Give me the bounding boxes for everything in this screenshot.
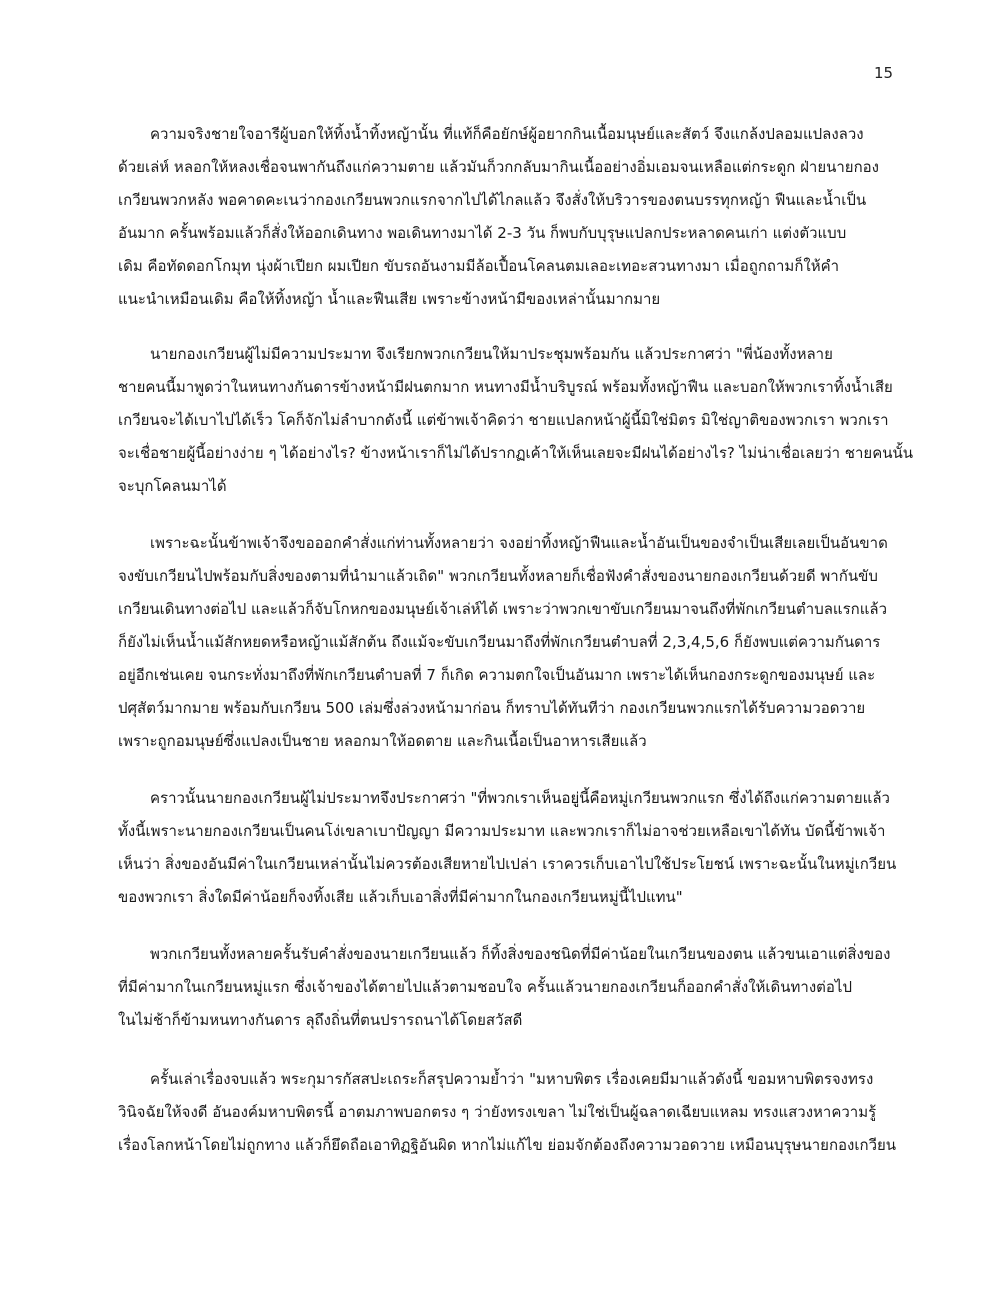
paragraph-line: แนะนำเหมือนเดิม คือให้ทิ้งหญ้า น้ำและฟืนเสีย เพราะข้างหน้ามีของเหล่านั้นมากมาย (118, 290, 661, 308)
paragraph-6 (118, 1063, 918, 1162)
paragraph-line: ที่มีค่ามากในเกวียนหมู่แรก ซึ่งเจ้าของได้ตายไปแล้วตามชอบใจ ครั้นแล้วนายกองเกวียนก็ออกคำสั่งให้เดินทางต่อไป (118, 978, 852, 996)
paragraph-line: อยู่อีกเช่นเคย จนกระทั่งมาถึงที่พักเกวียนตำบลที่ 7 ก็เกิด ความตกใจเป็นอันมาก เพราะได้เห็นกองกระดูกของมนุษย์ และ (118, 666, 876, 684)
paragraph-line: อันมาก ครั้นพร้อมแล้วก็สั่งให้ออกเดินทาง พอเดินทางมาได้ 2-3 วัน ก็พบกับบุรุษแปลกประหลาดคนเก่า แต่งตัวแบบ (118, 224, 847, 242)
paragraph-1 (118, 118, 918, 316)
paragraph-line: ของพวกเรา สิ่งใดมีค่าน้อยก็จงทิ้งเสีย แล้วเก็บเอาสิ่งที่มีค่ามากในกองเกวียนหมู่นี้ไปแทน" (118, 888, 683, 906)
paragraph-4 (118, 782, 918, 914)
paragraph-line: คราวนั้นนายกองเกวียนผู้ไม่ประมาทจึงประกาศว่า "ที่พวกเราเห็นอยู่นี้คือหมู่เกวียนพวกแรก ซึ่งได้ถึงแก่ความตายแล้ว (150, 789, 890, 807)
page-number: 15 (874, 64, 894, 82)
paragraph-line: ชายคนนี้มาพูดว่าในหนทางกันดารข้างหน้ามีฝนตกมาก หนทางมีน้ำบริบูรณ์ พร้อมทั้งหญ้าฟืน และบอกให้พวกเราทิ้งน้ำเสีย (118, 378, 893, 396)
paragraph-line: เพราะฉะนั้นข้าพเจ้าจึงขอออกคำสั่งแก่ท่านทั้งหลายว่า จงอย่าทิ้งหญ้าฟืนและน้ำอันเป็นของจำเป็นเสียเลยเป็นอันขาด (150, 534, 888, 552)
paragraph-5 (118, 938, 918, 1037)
paragraph-line: เรื่องโลกหน้าโดยไม่ถูกทาง แล้วก็ยึดถือเอาทิฏฐิอันผิด หากไม่แก้ไข ย่อมจักต้องถึงความวอดวาย เหมือนบุรุษนายกองเกวียน (118, 1136, 897, 1154)
paragraph-line: เกวียนเดินทางต่อไป และแล้วก็จับโกหกของมนุษย์เจ้าเล่ห์ได้ เพราะว่าพวกเขาขับเกวียนมาจนถึงที่พักเกวียนตำบลแรกแล้ว (118, 600, 888, 618)
paragraph-line: ในไม่ช้าก็ข้ามหนทางกันดาร ลุถึงถิ่นที่ตนปรารถนาได้โดยสวัสดี (118, 1011, 523, 1029)
paragraph-line: เพราะถูกอมนุษย์ซึ่งแปลงเป็นชาย หลอกมาให้อดตาย และกินเนื้อเป็นอาหารเสียแล้ว (118, 732, 647, 750)
paragraph-line: เกวียนพวกหลัง พอคาดคะเนว่ากองเกวียนพวกแรกจากไปได้ไกลแล้ว จึงสั่งให้บริวารของตนบรรทุกหญ้า ฟืนและน้ำเป็น (118, 191, 867, 209)
paragraph-line: ความจริงชายใจอารีผู้บอกให้ทิ้งน้ำทิ้งหญ้านั้น ที่แท้ก็คือยักษ์ผู้อยากกินเนื้อมนุษย์และสัตว์ จึงแกล้งปลอมแปลงลวง (150, 125, 864, 143)
paragraph-line: ก็ยังไม่เห็นน้ำแม้สักหยดหรือหญ้าแม้สักต้น ถึงแม้จะขับเกวียนมาถึงที่พักเกวียนตำบลที่ 2,3,4,5,6 ก็ยังพบแต่ความกันดาร (118, 633, 881, 651)
paragraph-line: นายกองเกวียนผู้ไม่มีความประมาท จึงเรียกพวกเกวียนให้มาประชุมพร้อมกัน แล้วประกาศว่า "พี่น้องทั้งหลาย (150, 345, 833, 363)
paragraph-line: เห็นว่า สิ่งของอันมีค่าในเกวียนเหล่านั้นไม่ควรต้องเสียหายไปเปล่า เราควรเก็บเอาไปใช้ประโยชน์ เพราะฉะนั้นในหมู่เกวียน (118, 855, 897, 873)
paragraph-line: ปศุสัตว์มากมาย พร้อมกับเกวียน 500 เล่มซึ่งล่วงหน้ามาก่อน ก็ทราบได้ทันทีว่า กองเกวียนพวกแรกได้รับความวอดวาย (118, 699, 866, 717)
paragraph-line: จงขับเกวียนไปพร้อมกับสิ่งของตามที่นำมาแล้วเถิด" พวกเกวียนทั้งหลายก็เชื่อฟังคำสั่งของนายกองเกวียนด้วยดี พากันขับ (118, 567, 878, 585)
paragraph-line: พวกเกวียนทั้งหลายครั้นรับคำสั่งของนายเกวียนแล้ว ก็ทิ้งสิ่งของชนิดที่มีค่าน้อยในเกวียนของตน แล้วขนเอาแต่สิ่งของ (150, 945, 891, 963)
paragraph-line: เดิม คือทัดดอกโกมุท นุ่งผ้าเปียก ผมเปียก ขับรถอันงามมีล้อเปื้อนโคลนตมเลอะเทอะสวนทางมา เมื่อถูกถามก็ให้คำ (118, 257, 840, 275)
paragraph-line: ด้วยเล่ห์ หลอกให้หลงเชื่อจนพากันถึงแก่ความตาย แล้วมันก็วกกลับมากินเนื้ออย่างอิ่มเอมจนเหลือแต่กระดูก ฝ่ายนายกอง (118, 158, 880, 176)
paragraph-line: จะบุกโคลนมาได้ (118, 477, 227, 495)
paragraph-line: จะเชื่อชายผู้นี้อย่างง่าย ๆ ได้อย่างไร? ข้างหน้าเราก็ไม่ได้ปรากฏเค้าให้เห็นเลยจะมีฝนได้อย่างไร? ไม่น่าเชื่อเลยว่า ชายคนนั้น (118, 444, 913, 462)
paragraph-line: ครั้นเล่าเรื่องจบแล้ว พระกุมารกัสสปะเถระก็สรุปความย้ำว่า "มหาบพิตร เรื่องเคยมีมาแล้วดังนี้ ขอมหาบพิตรจงทรง (150, 1070, 874, 1088)
paragraph-line: ทั้งนี้เพราะนายกองเกวียนเป็นคนโง่เขลาเบาปัญญา มีความประมาท และพวกเราก็ไม่อาจช่วยเหลือเขาได้ทัน บัดนี้ข้าพเจ้า (118, 822, 886, 840)
paragraph-2 (118, 338, 918, 503)
paragraph-line: วินิจฉัยให้จงดี อันองค์มหาบพิตรนี้ อาตมภาพบอกตรง ๆ ว่ายังทรงเขลา ไม่ใช่เป็นผู้ฉลาดเฉียบแหลม ทรงแสวงหาความรู้ (118, 1103, 877, 1121)
paragraph-line: เกวียนจะได้เบาไปได้เร็ว โคก็จักไม่ลำบากดังนี้ แต่ข้าพเจ้าคิดว่า ชายแปลกหน้าผู้นี้มิใช่มิตร มิใช่ญาติของพวกเรา พวกเรา (118, 411, 889, 429)
paragraph-3 (118, 527, 918, 758)
